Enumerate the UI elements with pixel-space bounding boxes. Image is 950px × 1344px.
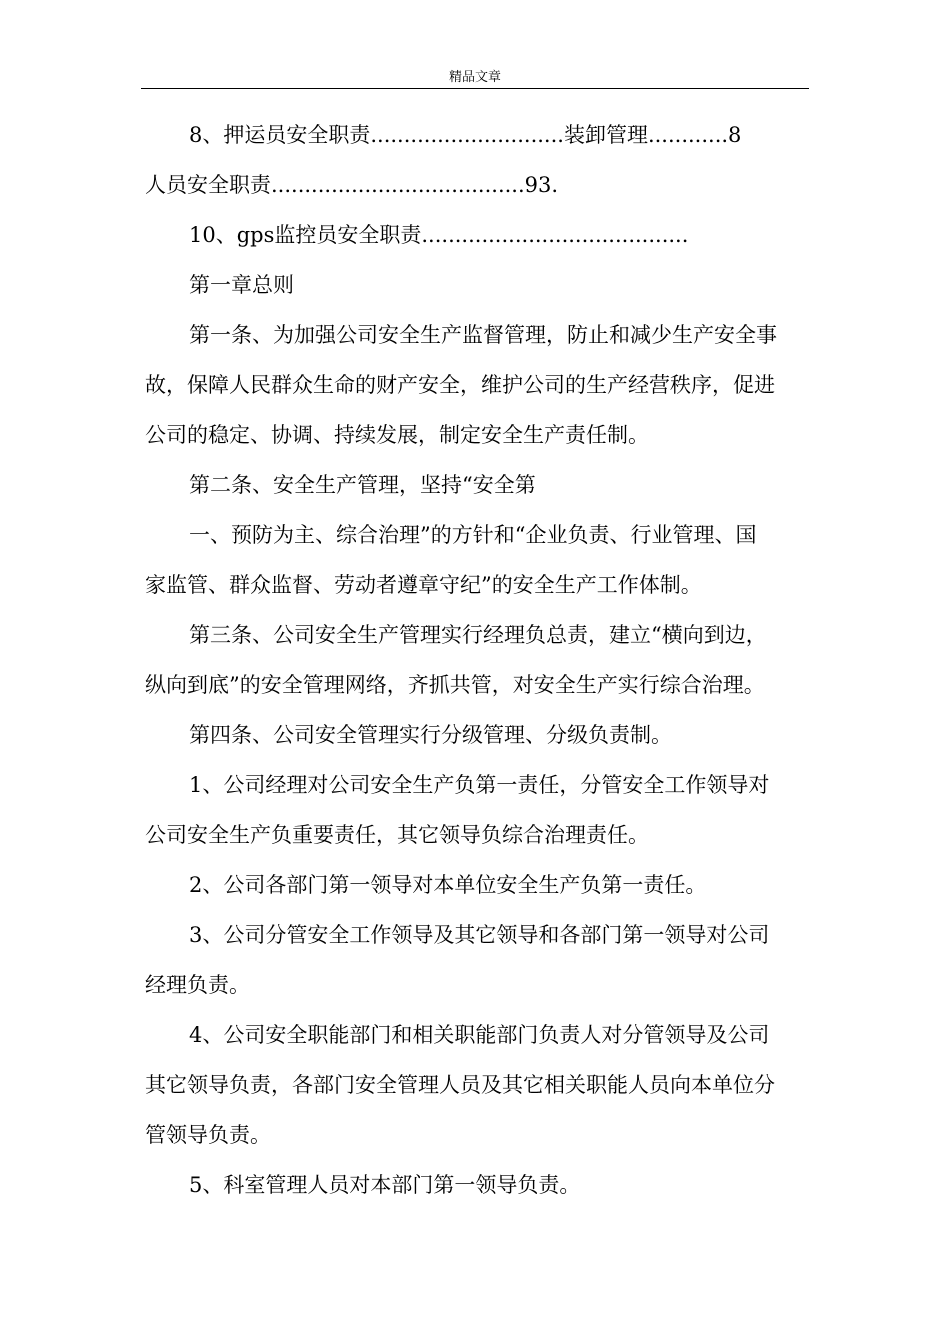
list-item-line: 4、公司安全职能部门和相关职能部门负责人对分管领导及公司 bbox=[189, 1023, 770, 1047]
paragraph-line: 公司的稳定、协调、持续发展，制定安全生产责任制。 bbox=[145, 423, 649, 447]
list-item-line: 3、公司分管安全工作领导及其它领导和各部门第一领导对公司 bbox=[189, 923, 770, 947]
page-header-title: 精品文章 bbox=[448, 70, 501, 85]
paragraph-line: 第二条、安全生产管理，坚持“安全第 bbox=[189, 473, 536, 497]
list-item-line: 1、公司经理对公司安全生产负第一责任，分管安全工作领导对 bbox=[189, 773, 770, 797]
list-item-line: 其它领导负责，各部门安全管理人员及其它相关职能人员向本单位分 bbox=[145, 1073, 775, 1097]
toc-entry: 人员安全职责......................................93. bbox=[145, 173, 559, 197]
paragraph-line: 第三条、公司安全生产管理实行经理负总责，建立“横向到边， bbox=[189, 623, 767, 647]
chapter-heading: 第一章总则 bbox=[189, 273, 294, 297]
paragraph-line: 故，保障人民群众生命的财产安全，维护公司的生产经营秩序，促进 bbox=[145, 373, 775, 397]
document-body bbox=[145, 110, 950, 1210]
list-item-line: 5、科室管理人员对本部门第一领导负责。 bbox=[189, 1173, 581, 1197]
toc-entry: 10、gps监控员安全职责........................................ bbox=[189, 223, 689, 247]
toc-entry: 8、押运员安全职责.............................装卸管理............8 bbox=[189, 123, 742, 147]
paragraph-line: 第一条、为加强公司安全生产监督管理，防止和减少生产安全事 bbox=[189, 323, 777, 347]
paragraph-line: 一、预防为主、综合治理”的方针和“企业负责、行业管理、国 bbox=[189, 523, 757, 547]
paragraph-line: 纵向到底”的安全管理网络，齐抓共管，对安全生产实行综合治理。 bbox=[145, 673, 765, 697]
list-item-line: 公司安全生产负重要责任，其它领导负综合治理责任。 bbox=[145, 823, 649, 847]
list-item-line: 管领导负责。 bbox=[145, 1123, 271, 1147]
header-divider bbox=[141, 88, 809, 89]
paragraph-line: 家监管、群众监督、劳动者遵章守纪”的安全生产工作体制。 bbox=[145, 573, 702, 597]
list-item-line: 经理负责。 bbox=[145, 973, 250, 997]
list-item-line: 2、公司各部门第一领导对本单位安全生产负第一责任。 bbox=[189, 873, 707, 897]
paragraph-line: 第四条、公司安全管理实行分级管理、分级负责制。 bbox=[189, 723, 672, 747]
